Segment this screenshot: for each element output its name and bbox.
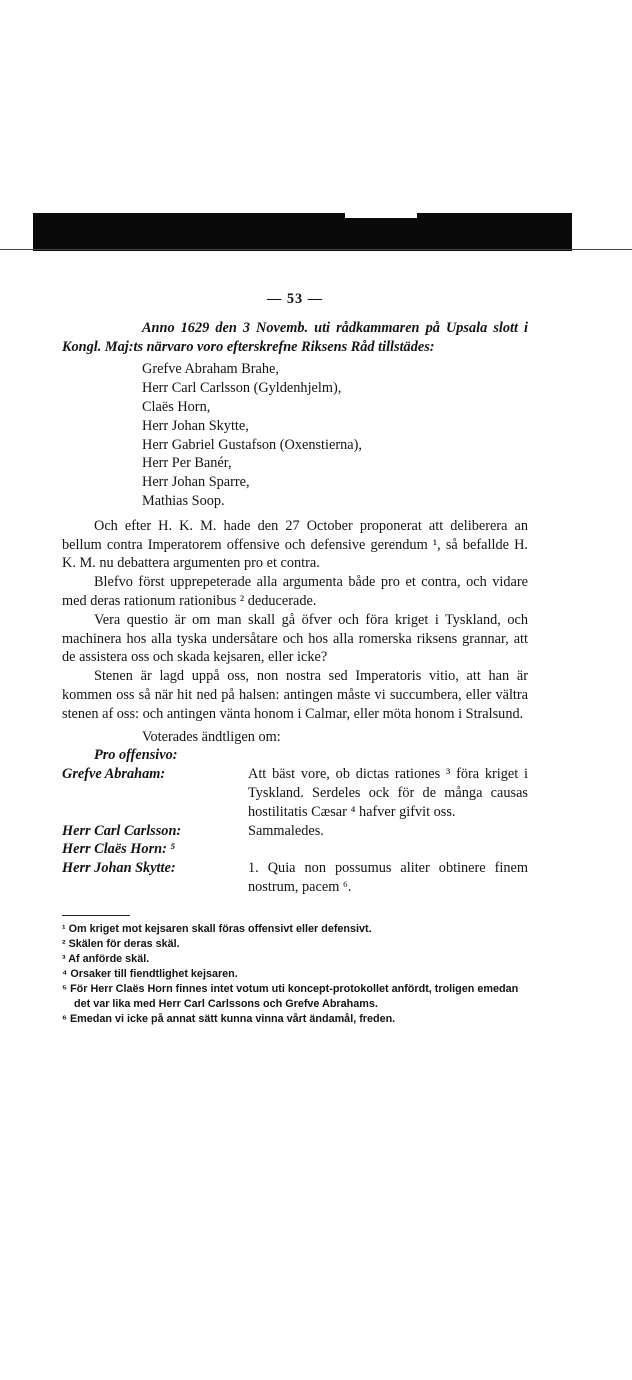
vote-text — [248, 840, 528, 859]
vote-text: Att bäst vore, ob dictas rationes ³ föra kriget i Tyskland. Serdeles ock för de många causas hostilitatis Cæsar ⁴ hafver gifvit oss. — [248, 766, 528, 820]
side-label: Pro offensivo: — [94, 747, 178, 764]
vote-speaker: Grefve Abraham: — [62, 766, 166, 783]
attendee: Grefve Abraham Brahe, — [142, 361, 279, 378]
attendee: Herr Carl Carlsson (Gyldenhjelm), — [142, 380, 342, 397]
attendee: Herr Johan Skytte, — [142, 417, 249, 434]
footnote: ² Skälen för deras skäl. — [62, 937, 180, 950]
attendee: Herr Gabriel Gustafson (Oxenstierna), — [142, 436, 362, 453]
attendee: Claës Horn, — [142, 398, 211, 415]
vote-row — [62, 840, 528, 859]
vote-row — [62, 765, 528, 821]
footnote: ⁴ Orsaker till fiendtlighet kejsaren. — [62, 967, 238, 980]
paragraph-proposal: Och efter H. K. M. hade den 27 October proponerat att deliberera an bellum contra Imperatorem offensive och defensive gerendum ¹, så befallde H. K. M. nu debattera argumenten pro et contra. — [62, 517, 528, 572]
footnote: ¹ Om kriget mot kejsaren skall föras offensivt eller defensivt. — [62, 922, 372, 935]
vote-text: Sammaledes. — [248, 822, 324, 839]
page-number: — 53 — — [266, 291, 324, 307]
vote-text: 1. Quia non possumus aliter obtinere finem nostrum, pacem ⁶. — [248, 860, 528, 895]
page-body — [62, 290, 528, 1027]
scan-bar-line — [0, 249, 632, 250]
voting-label: Voterades ändtligen om: — [142, 728, 281, 745]
vote-row — [62, 822, 528, 841]
vote-speaker: Herr Claës Horn: ⁵ — [62, 841, 176, 858]
paragraph-question: Vera questio är om man skall gå öfver och föra kriget i Tyskland, och machinera hos alla tyska undersåtare och hos alla romerska riksens grannar, att de assistera oss och skada kejsaren, eller icke? — [62, 611, 528, 666]
footnote: ³ Af anförde skäl. — [62, 952, 150, 965]
paragraph-stone: Stenen är lagd uppå oss, non nostra sed Imperatoris vitio, att han är kommen oss så när hit ned på halsen: antingen måste vi succumbera, eller vältra stenen af oss: och antingen vänta honom i Calmar, eller möta honom i Stralsund. — [62, 668, 528, 722]
scan-black-bar — [33, 213, 572, 251]
intro-paragraph: Anno 1629 den 3 Novemb. uti rådkammaren på Upsala slott i Kongl. Maj:ts närvaro voro efterskrefne Riksens Råd tillstädes: — [62, 319, 528, 355]
paragraph-arguments: Blefvo först upprepeterade alla argumenta både pro et contra, och vidare med deras rationum rationibus ² deducerade. — [62, 574, 528, 609]
attendee-list — [142, 360, 528, 510]
vote-row — [62, 859, 528, 897]
scan-bar-notch — [345, 213, 417, 218]
attendee: Mathias Soop. — [142, 492, 225, 509]
vote-speaker: Herr Johan Skytte: — [62, 860, 176, 877]
footnote-separator — [62, 915, 130, 916]
footnote: ⁶ Emedan vi icke på annat sätt kunna vinna vårt ändamål, freden. — [62, 1012, 396, 1025]
footnote: ⁵ För Herr Claës Horn finnes intet votum uti koncept-protokollet anfördt, troligen emedan det var lika med Herr Carl Carlssons och Grefve Abrahams. — [62, 982, 519, 1010]
footnote-list — [62, 922, 528, 1027]
attendee: Herr Per Banér, — [142, 455, 232, 472]
attendee: Herr Johan Sparre, — [142, 474, 250, 491]
vote-speaker: Herr Carl Carlsson: — [62, 822, 182, 839]
